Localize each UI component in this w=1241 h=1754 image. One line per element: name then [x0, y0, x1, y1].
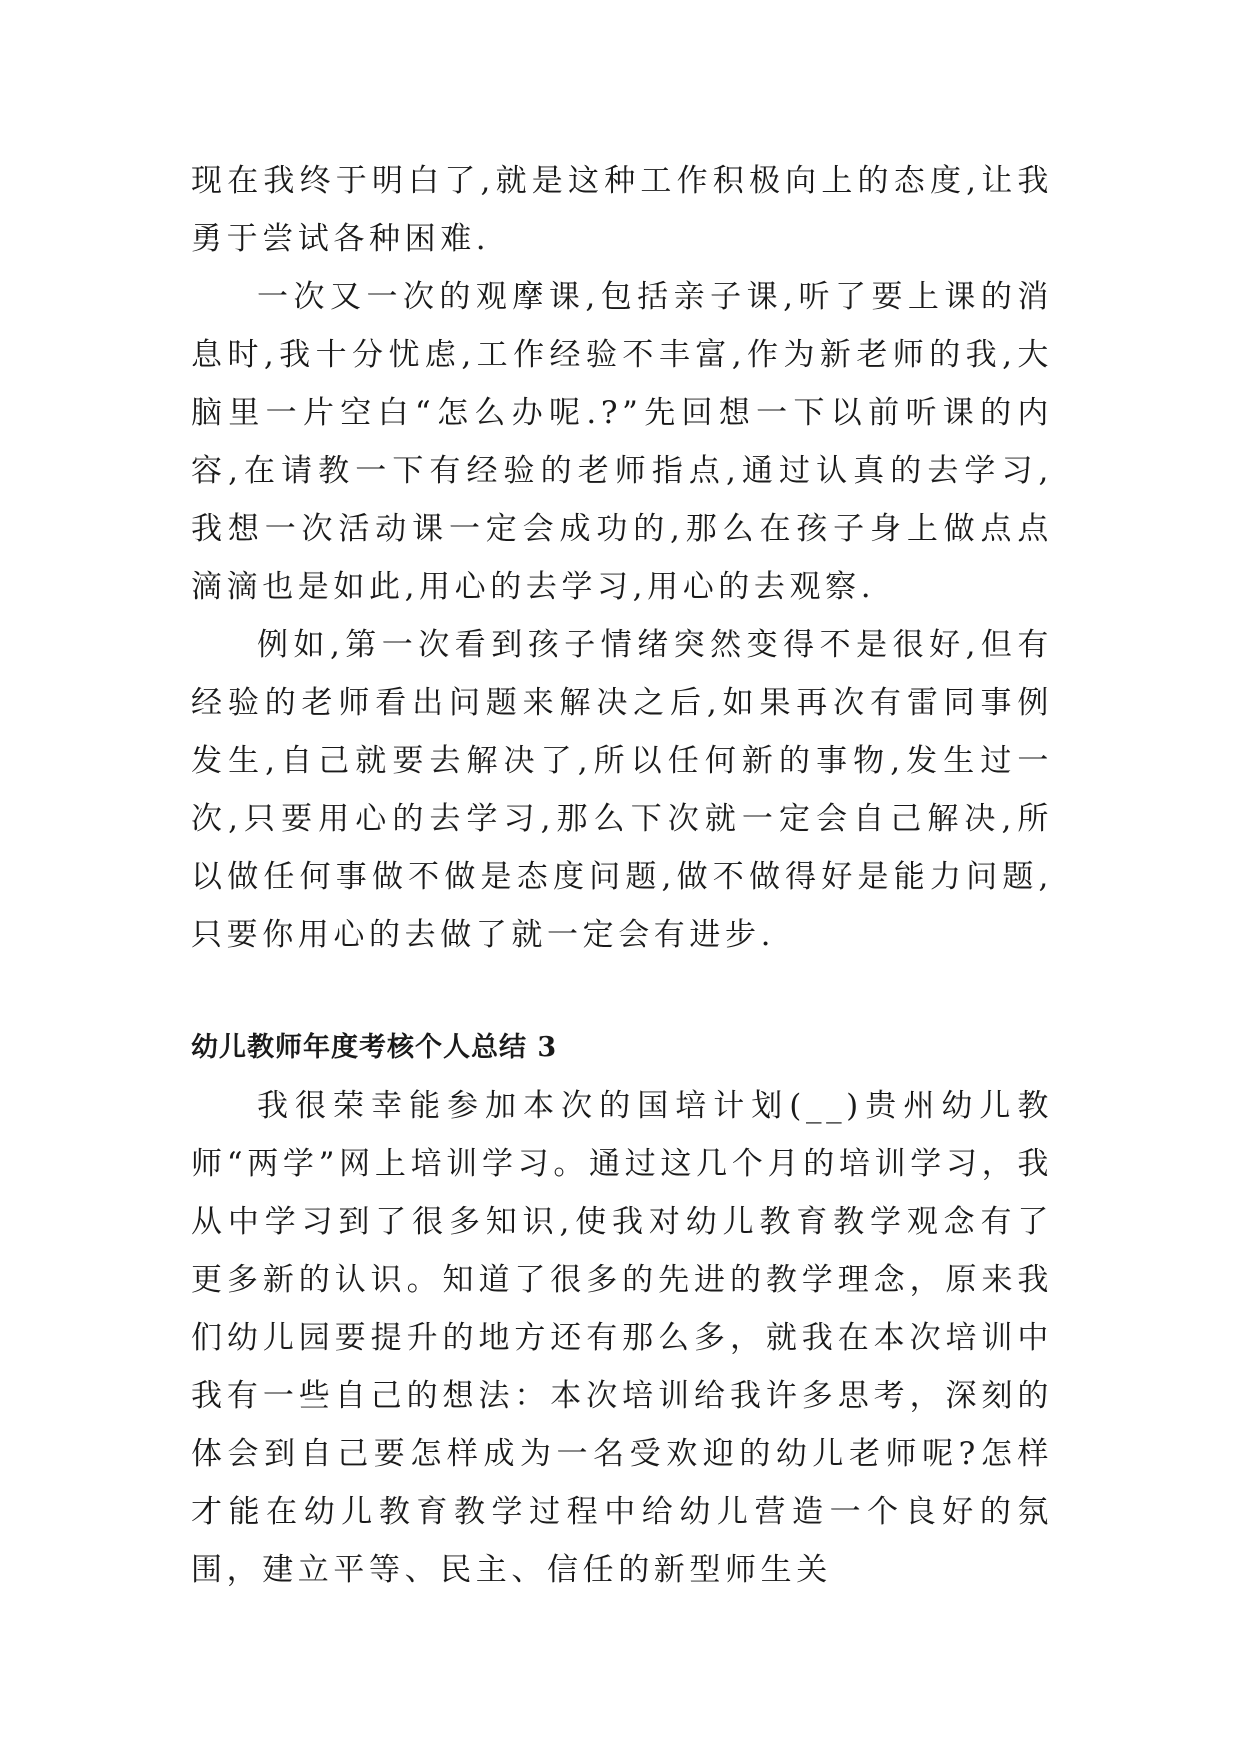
section-title: 幼儿教师年度考核个人总结 3: [191, 1032, 558, 1063]
paragraph-observation-class: 一次又一次的观摩课,包括亲子课,听了要上课的消息时,我十分忧虑,工作经验不丰富,作为新老师的我,大脑里一片空白“怎么办呢.?”先回想一下以前听课的内容,在请教一下有经验的老师指点,通过认真的去学习,我想一次活动课一定会成功的,那么在孩子身上做点点滴滴也是如此,用心的去学习,用心的去观察.: [191, 279, 1053, 605]
paragraph-example: 例如,第一次看到孩子情绪突然变得不是很好,但有经验的老师看出问题来解决之后,如果再次有雷同事例发生,自己就要去解决了,所以任何新的事物,发生过一次,只要用心的去学习,那么下次就一定会自己解决,所以做任何事做不做是态度问题,做不做得好是能力问题,只要你用心的去做了就一定会有进步.: [191, 627, 1053, 953]
paragraph-training: 我很荣幸能参加本次的国培计划(__)贵州幼儿教师“两学”网上培训学习。通过这几个月的培训学习，我从中学习到了很多知识,使我对幼儿教育教学观念有了更多新的认识。知道了很多的先进的教学理念，原来我们幼儿园要提升的地方还有那么多，就我在本次培训中我有一些自己的想法：本次培训给我许多思考，深刻的体会到自己要怎样成为一名受欢迎的幼儿老师呢?怎样才能在幼儿教育教学过程中给幼儿营造一个良好的氛围，建立平等、民主、信任的新型师生关: [191, 1088, 1053, 1588]
document-body: [191, 152, 1053, 1599]
paragraph-attitude: 现在我终于明白了,就是这种工作积极向上的态度,让我勇于尝试各种困难.: [191, 163, 1053, 257]
